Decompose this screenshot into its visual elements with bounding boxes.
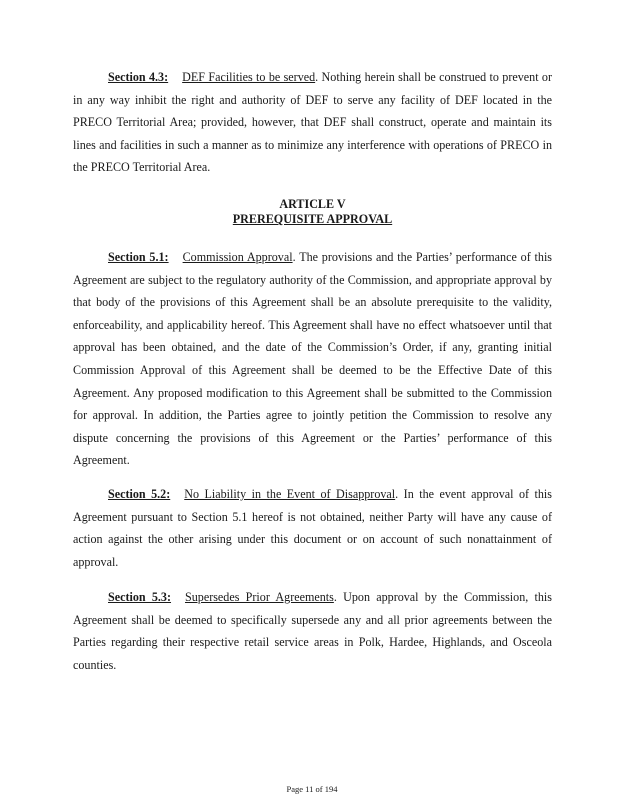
section-5-2-paragraph (73, 483, 552, 573)
section-number: Section 5.1: (108, 250, 169, 264)
section-number: Section 5.3: (108, 590, 172, 604)
article-number: ARTICLE V (279, 197, 346, 211)
section-body: . In the event approval of this Agreement pursuant to Section 5.1 hereof is not obtained, neither Party will have any cause of action against the other arising under this document or on account of such nonattainment of approval. (73, 487, 552, 569)
section-title: Commission Approval (182, 250, 293, 264)
section-number: Section 5.2: (108, 487, 171, 501)
section-number: Section 4.3: (108, 70, 169, 84)
section-body: . Nothing herein shall be construed to prevent or in any way inhibit the right and authority of DEF to serve any facility of DEF located in the PRECO Territorial Area; provided, however, that DEF shall construct, operate and maintain its lines and facilities in such a manner as to minimize any interference with operations of PRECO in the PRECO Territorial Area. (73, 70, 552, 175)
section-title: Supersedes Prior Agreements (185, 590, 334, 604)
page-number-footer: Page 11 of 194 (286, 784, 338, 794)
section-4-3-paragraph (73, 66, 552, 179)
article-heading (73, 197, 552, 227)
section-body: . The provisions and the Parties’ performance of this Agreement are subject to the regulatory authority of the Commission, and appropriate approval by that body of the provisions of this Agreement shall be an absolute prerequisite to the validity, enforceability, and applicability hereof. This Agreement shall have no effect whatsoever until that approval has been obtained, and the date of the Commission’s Order, if any, granting initial Commission Approval of this Agreement shall be deemed to be the Effective Date of this Agreement. Any proposed modification to this Agreement shall be submitted to the Commission for approval. In addition, the Parties agree to jointly petition the Commission to resolve any dispute concerning the provisions of this Agreement or the Parties’ performance of this Agreement. (73, 250, 553, 468)
section-body: . Upon approval by the Commission, this Agreement shall be deemed to specifically supersede any and all prior agreements between the Parties regarding their respective retail service areas in Polk, Hardee, Highlands, and Osceola counties. (73, 590, 552, 672)
section-5-1-paragraph (73, 246, 552, 472)
section-5-3-paragraph (73, 586, 552, 676)
article-title: PREREQUISITE APPROVAL (232, 212, 393, 226)
section-title: No Liability in the Event of Disapproval (184, 487, 396, 501)
section-title: DEF Facilities to be served (182, 70, 316, 84)
